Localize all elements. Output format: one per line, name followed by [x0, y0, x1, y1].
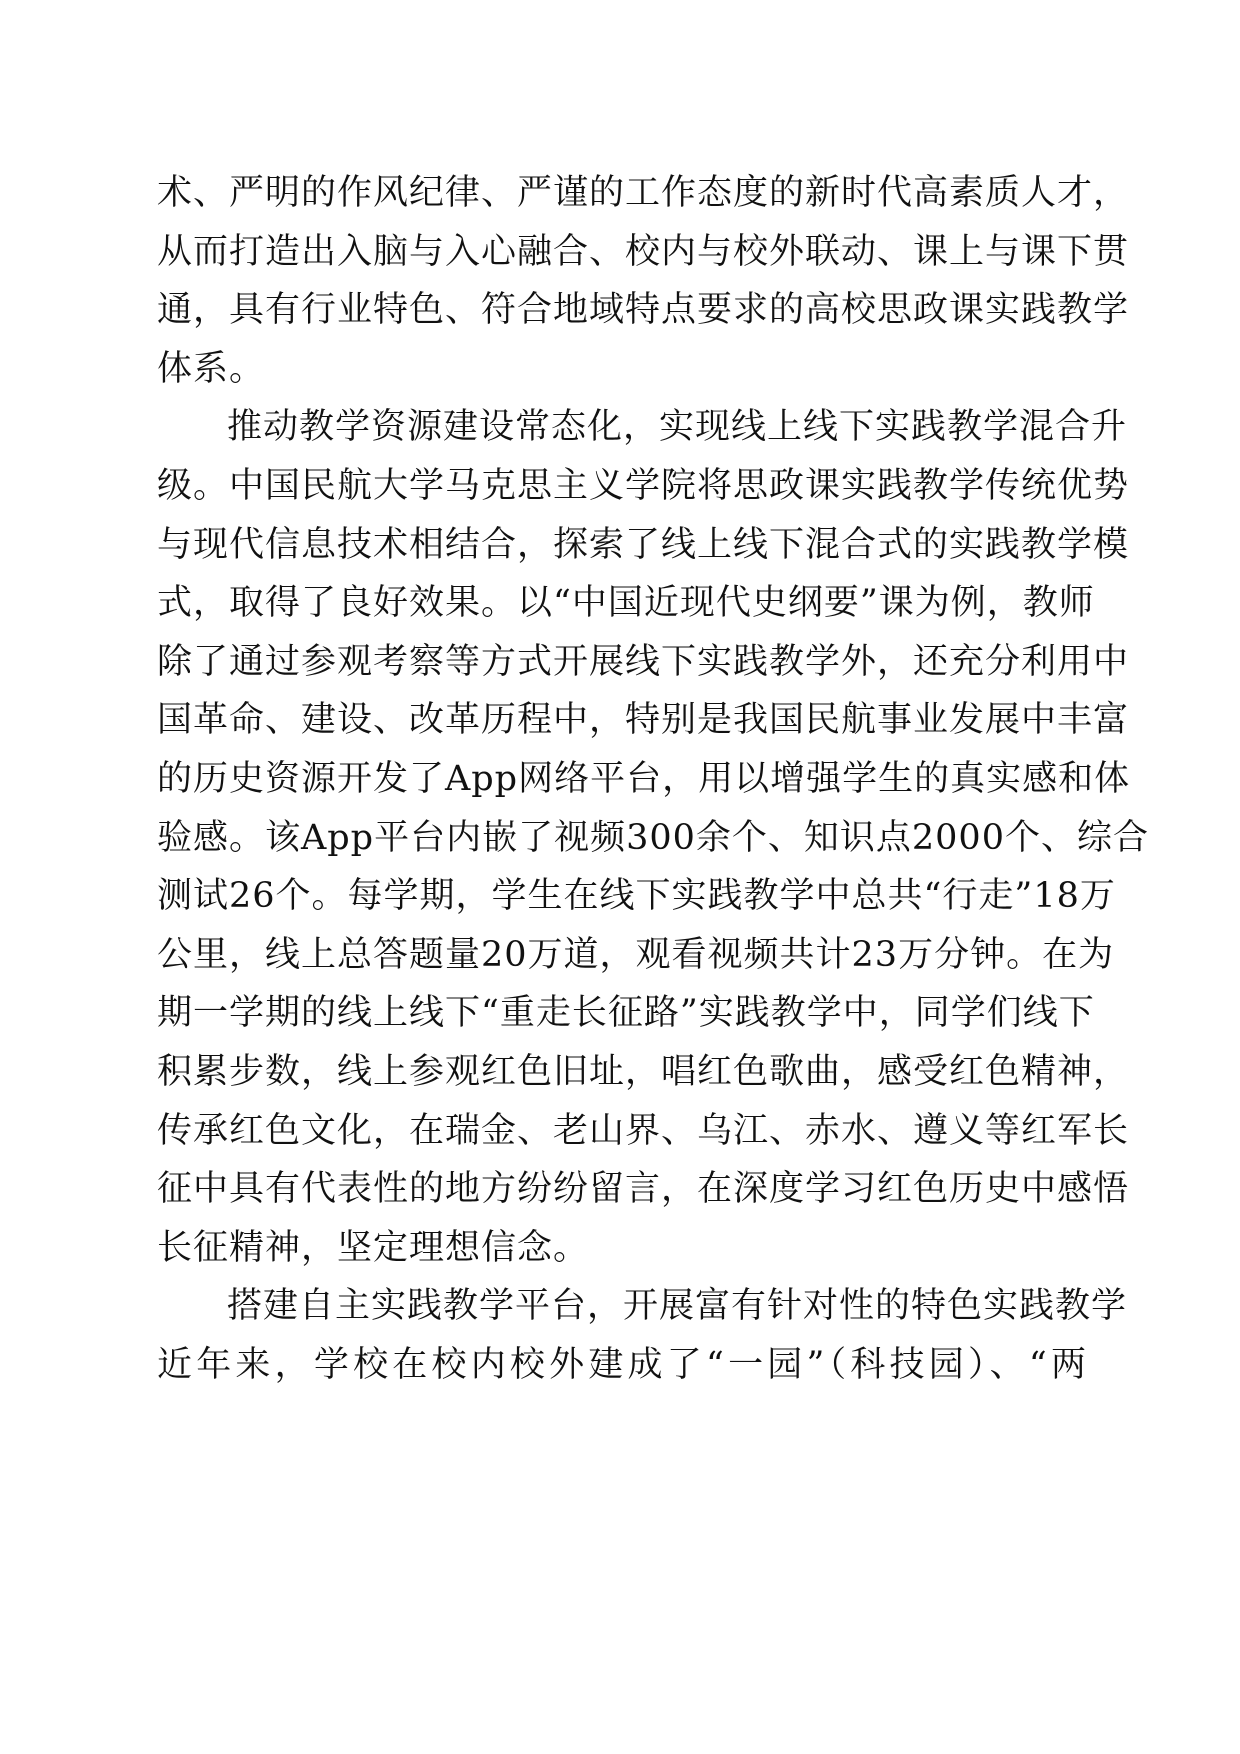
text-line: 从而打造出入脑与入心融合、校内与校外联动、课上与课下贯 — [157, 231, 1130, 272]
text-line: 长征精神，坚定理想信念。 — [157, 1227, 590, 1268]
text-line: 术、严明的作风纪律、严谨的工作态度的新时代高素质人才， — [157, 173, 1130, 213]
text-line: 级。中国民航大学马克思主义学院将思政课实践教学传统优势 — [157, 465, 1130, 506]
paragraph-heading-line: 推动教学资源建设常态化，实现线上线下实践教学混合升 — [227, 407, 1128, 448]
text-line: 体系。 — [157, 348, 266, 389]
text-line: 测试26个。每学期，学生在线下实践教学中总共“行走”18万 — [157, 876, 1116, 917]
text-line: 近年来，学校在校内校外建成了“一园”（科技园）、“两 — [157, 1344, 1087, 1385]
text-line: 与现代信息技术相结合，探索了线上线下混合式的实践教学模 — [157, 524, 1130, 565]
text-line: 的历史资源开发了App网络平台，用以增强学生的真实感和体 — [157, 758, 1131, 799]
paragraph-heading-line: 搭建自主实践教学平台，开展富有针对性的特色实践教学 — [227, 1286, 1128, 1327]
text-line: 公里，线上总答题量20万道，观看视频共计23万分钟。在为 — [157, 934, 1115, 975]
text-line: 式，取得了良好效果。以“中国近现代史纲要”课为例，教师 — [157, 583, 1095, 624]
text-line: 期一学期的线上线下“重走长征路”实践教学中，同学们线下 — [157, 993, 1095, 1034]
text-line: 征中具有代表性的地方纷纷留言，在深度学习红色历史中感悟 — [157, 1169, 1130, 1210]
text-line: 积累步数，线上参观红色旧址，唱红色歌曲，感受红色精神， — [157, 1051, 1130, 1092]
text-line: 通，具有行业特色、符合地域特点要求的高校思政课实践教学 — [157, 290, 1130, 331]
text-line: 传承红色文化，在瑞金、老山界、乌江、赤水、遵义等红军长 — [157, 1110, 1130, 1151]
body-text — [157, 164, 1149, 1394]
text-line: 除了通过参观考察等方式开展线下实践教学外，还充分利用中 — [157, 641, 1130, 682]
text-line: 国革命、建设、改革历程中，特别是我国民航事业发展中丰富 — [157, 700, 1130, 741]
text-line: 验感。该App平台内嵌了视频300余个、知识点2000个、综合 — [157, 817, 1149, 858]
